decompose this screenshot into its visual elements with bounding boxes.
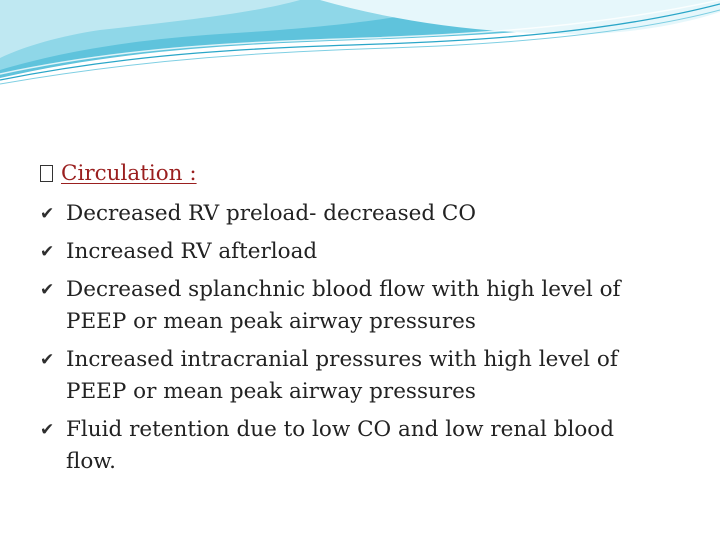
slide-content bbox=[40, 156, 680, 478]
bullet-line: flow. bbox=[66, 449, 116, 474]
checkmark-icon: ✔ bbox=[40, 204, 55, 224]
bullet-line: Decreased RV preload- decreased CO bbox=[66, 201, 477, 226]
checkmark-icon: ✔ bbox=[40, 420, 55, 440]
bullet-line: Fluid retention due to low CO and low renal blood bbox=[66, 417, 615, 442]
bullet-line: PEEP or mean peak airway pressures bbox=[66, 379, 476, 404]
heading-text: Circulation : bbox=[61, 161, 197, 186]
checkmark-icon: ✔ bbox=[40, 280, 55, 300]
missing-glyph-icon bbox=[40, 165, 53, 182]
bullet-line: Decreased splanchnic blood flow with high level of bbox=[66, 277, 621, 302]
bullet-item bbox=[40, 198, 680, 230]
bullet-item bbox=[40, 236, 680, 268]
header-wave-decoration bbox=[0, 0, 720, 90]
bullet-line: Increased intracranial pressures with high level of bbox=[66, 347, 618, 372]
bullet-line: PEEP or mean peak airway pressures bbox=[66, 309, 476, 334]
checkmark-icon: ✔ bbox=[40, 350, 55, 370]
slide-heading bbox=[40, 156, 680, 192]
bullet-list bbox=[40, 198, 680, 478]
bullet-item bbox=[40, 274, 680, 338]
bullet-item bbox=[40, 414, 680, 478]
checkmark-icon: ✔ bbox=[40, 242, 55, 262]
bullet-line: Increased RV afterload bbox=[66, 239, 318, 264]
bullet-item bbox=[40, 344, 680, 408]
